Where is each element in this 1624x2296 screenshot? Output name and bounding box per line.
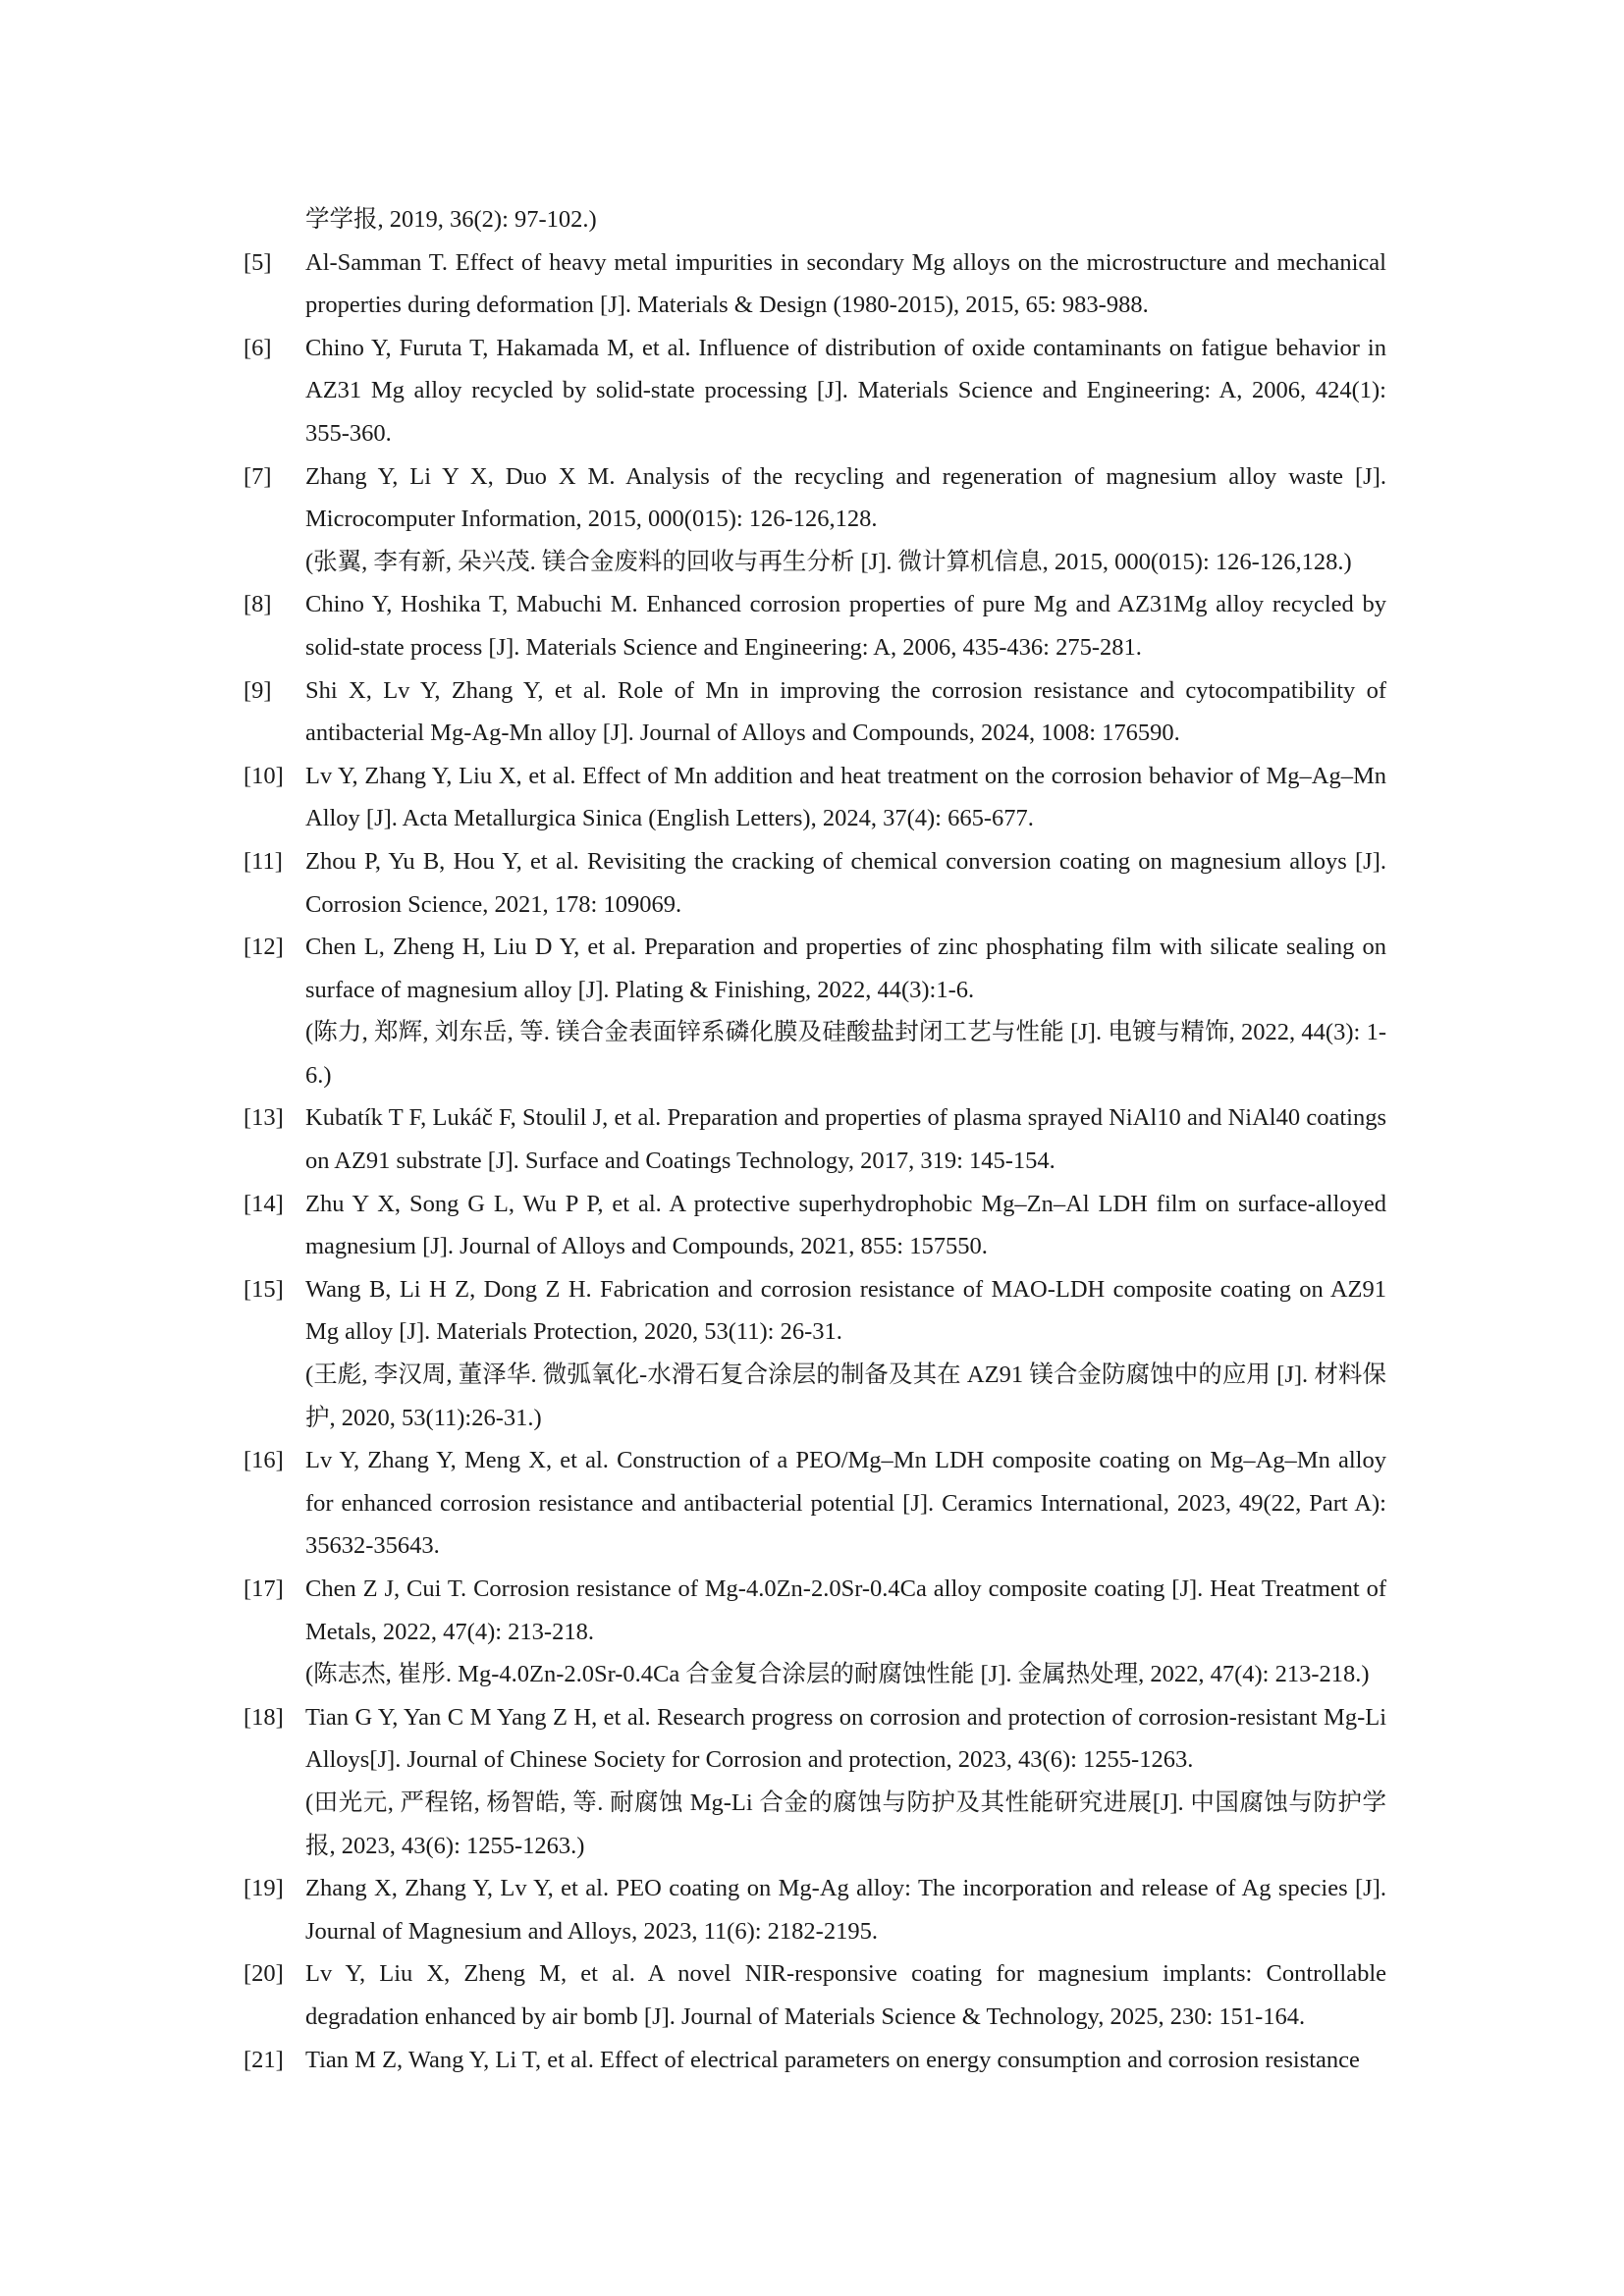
reference-number: [14] [244,1190,284,1217]
reference-text: Zhu Y X, Song G L, Wu P P, et al. A protective superhydrophobic Mg–Zn–Al LDH film on surface-alloyed magnesium [J]. Journal of Alloys and Compounds, 2021, 855: 157550. [305,1190,1386,1260]
reference-entry [244,455,1386,584]
reference-entry [244,1096,1386,1182]
reference-entry [244,1952,1386,2038]
reference-entry [244,327,1386,455]
reference-number: [21] [244,2046,284,2073]
reference-number: [18] [244,1703,284,1731]
reference-entry [244,1867,1386,1952]
reference-entries [244,241,1386,2082]
reference-text: Al-Samman T. Effect of heavy metal impurities in secondary Mg alloys on the microstructure and mechanical properties during deformation [J]. Materials & Design (1980-2015), 2015, 65: 983-988. [305,248,1386,319]
reference-entry [244,669,1386,755]
reference-entry [244,1696,1386,1867]
reference-text: Zhang X, Zhang Y, Lv Y, et al. PEO coating on Mg-Ag alloy: The incorporation and release of Ag species [J]. Journal of Magnesium and Alloys, 2023, 11(6): 2182-2195. [305,1875,1386,1945]
reference-text: Kubatík T F, Lukáč F, Stoulil J, et al. Preparation and properties of plasma sprayed NiAl10 and NiAl40 coatings on AZ91 substrate [J]. Surface and Coatings Technology, 2017, 319: 145-154. [305,1104,1386,1175]
reference-text: Chino Y, Furuta T, Hakamada M, et al. Influence of distribution of oxide contaminants on fatigue behavior in AZ31 Mg alloy recycled by solid-state processing [J]. Materials Science and Engineering: A, 2006, 424(1): 355-360. [305,334,1386,447]
reference-number: [19] [244,1875,284,1902]
reference-text: Zhou P, Yu B, Hou Y, et al. Revisiting the cracking of chemical conversion coating on magnesium alloys [J]. Corrosion Science, 2021, 178: 109069. [305,847,1386,918]
reference-entry [244,755,1386,840]
reference-number: [8] [244,591,272,618]
reference-entry [244,2039,1386,2082]
reference-entry [244,1268,1386,1439]
reference-number: [13] [244,1104,284,1132]
reference-text: Tian M Z, Wang Y, Li T, et al. Effect of electrical parameters on energy consumption and corrosion resistance [305,2046,1360,2073]
reference-number: [15] [244,1275,284,1303]
reference-translation: (陈志杰, 崔彤. Mg-4.0Zn-2.0Sr-0.4Ca 合金复合涂层的耐腐蚀性能 [J]. 金属热处理, 2022, 47(4): 213-218.) [305,1661,1370,1688]
reference-continuation: 学学报, 2019, 36(2): 97-102.) [305,206,597,233]
reference-entry [244,241,1386,327]
reference-text: Lv Y, Liu X, Zheng M, et al. A novel NIR-responsive coating for magnesium implants: Controllable degradation enhanced by air bomb [J]. Journal of Materials Science & Technology, 2025, 230: 151-164. [305,1960,1386,2030]
reference-number: [5] [244,248,272,276]
reference-text: Shi X, Lv Y, Zhang Y, et al. Role of Mn in improving the corrosion resistance and cytocompatibility of antibacterial Mg-Ag-Mn alloy [J]. Journal of Alloys and Compounds, 2024, 1008: 176590. [305,676,1386,747]
reference-list [244,198,1386,2081]
reference-entry [244,1183,1386,1268]
reference-text: Chen L, Zheng H, Liu D Y, et al. Preparation and properties of zinc phosphating film with silicate sealing on surface of magnesium alloy [J]. Plating & Finishing, 2022, 44(3):1-6. [305,934,1386,1003]
reference-number: [7] [244,462,272,490]
reference-text: Tian G Y, Yan C M Yang Z H, et al. Research progress on corrosion and protection of corrosion-resistant Mg-Li Alloys[J]. Journal of Chinese Society for Corrosion and protection, 2023, 43(6): 1255-1263. [305,1703,1386,1774]
reference-number: [16] [244,1447,284,1474]
reference-translation: (田光元, 严程铭, 杨智皓, 等. 耐腐蚀 Mg-Li 合金的腐蚀与防护及其性能研究进展[J]. 中国腐蚀与防护学报, 2023, 43(6): 1255-1263.) [305,1789,1386,1859]
reference-number: [9] [244,676,272,704]
reference-number: [10] [244,762,284,789]
reference-entry [244,840,1386,926]
reference-number: [6] [244,334,272,361]
reference-entry [244,1568,1386,1696]
reference-number: [17] [244,1575,284,1602]
reference-entry [244,583,1386,668]
reference-entry [244,926,1386,1096]
reference-number: [12] [244,934,284,961]
reference-translation: (陈力, 郑辉, 刘东岳, 等. 镁合金表面锌系磷化膜及硅酸盐封闭工艺与性能 [J]. 电镀与精饰, 2022, 44(3): 1-6.) [305,1019,1386,1089]
reference-translation: (王彪, 李汉周, 董泽华. 微弧氧化-水滑石复合涂层的制备及其在 AZ91 镁合金防腐蚀中的应用 [J]. 材料保护, 2020, 53(11):26-31.) [305,1362,1386,1431]
reference-text: Lv Y, Zhang Y, Meng X, et al. Construction of a PEO/Mg–Mn LDH composite coating on Mg–Ag–Mn alloy for enhanced corrosion resistance and antibacterial potential [J]. Ceramics International, 2023, 49(22, Part A): 35632-35643. [305,1447,1386,1560]
reference-entry [244,1439,1386,1568]
reference-number: [11] [244,847,283,875]
reference-text: Chen Z J, Cui T. Corrosion resistance of Mg-4.0Zn-2.0Sr-0.4Ca alloy composite coating [J]. Heat Treatment of Metals, 2022, 47(4): 213-218. [305,1575,1386,1645]
reference-text: Chino Y, Hoshika T, Mabuchi M. Enhanced corrosion properties of pure Mg and AZ31Mg alloy recycled by solid-state process [J]. Materials Science and Engineering: A, 2006, 435-436: 275-281. [305,591,1386,661]
reference-text: Lv Y, Zhang Y, Liu X, et al. Effect of Mn addition and heat treatment on the corrosion behavior of Mg–Ag–Mn Alloy [J]. Acta Metallurgica Sinica (English Letters), 2024, 37(4): 665-677. [305,762,1386,832]
reference-text: Wang B, Li H Z, Dong Z H. Fabrication and corrosion resistance of MAO-LDH composite coating on AZ91 Mg alloy [J]. Materials Protection, 2020, 53(11): 26-31. [305,1275,1386,1346]
reference-text: Zhang Y, Li Y X, Duo X M. Analysis of the recycling and regeneration of magnesium alloy waste [J]. Microcomputer Information, 2015, 000(015): 126-126,128. [305,462,1386,533]
reference-translation: (张翼, 李有新, 朵兴茂. 镁合金废料的回收与再生分析 [J]. 微计算机信息, 2015, 000(015): 126-126,128.) [305,548,1352,575]
reference-number: [20] [244,1960,284,1988]
